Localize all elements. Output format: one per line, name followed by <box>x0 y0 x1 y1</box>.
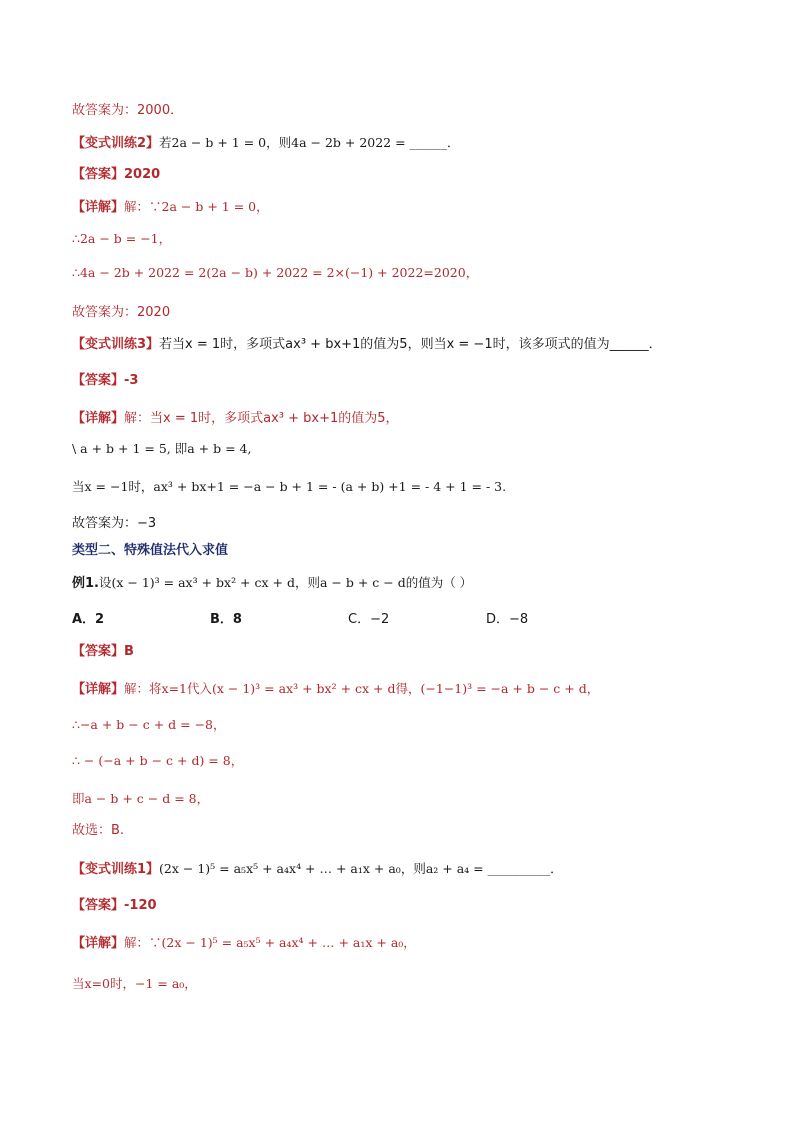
solution-step: \ a + b + 1 = 5, 即a + b = 4, <box>72 441 252 456</box>
explanation-tag: 【详解】 <box>72 936 125 951</box>
answer-tag: 【答案】 <box>72 898 125 913</box>
answer-value: 2020 <box>124 167 161 182</box>
explanation-row <box>72 410 399 428</box>
answer-row <box>72 372 138 390</box>
answer-row <box>72 897 157 915</box>
answer-tag: 【答案】 <box>72 644 125 659</box>
option-a: A．2 <box>72 612 105 627</box>
solution-step: 当x=0时，−1 = a₀， <box>72 976 197 991</box>
example-tag: 例1. <box>72 576 99 591</box>
solution-step: 当x = −1时，ax³ + bx+1 = −a − b + 1 = - (a + b) +1 = - 4 + 1 = - 3. <box>72 479 507 494</box>
exercise-tag: 【变式训练2】 <box>72 136 160 151</box>
answer-tag: 【答案】 <box>72 167 125 182</box>
answer-line: 故答案为：2000． <box>72 103 184 118</box>
answer-row <box>72 643 134 661</box>
answer-tag: 【答案】 <box>72 373 125 388</box>
solution-step: ∴−a + b − c + d = −8， <box>72 717 226 732</box>
explanation-row <box>72 198 269 217</box>
explanation-tag: 【详解】 <box>72 411 125 426</box>
solution-step: ∴4a − 2b + 2022 = 2(2a − b) + 2022 = 2×(−1) + 2022=2020， <box>72 265 479 280</box>
question-text: 设(x − 1)³ = ax³ + bx² + cx + d，则a − b + c − d的值为（ ） <box>98 575 473 590</box>
explanation-text: 解：∵2a − b + 1 = 0， <box>124 199 269 214</box>
answer-value: B <box>124 644 134 659</box>
exercise-tag: 【变式训练1】 <box>72 862 160 877</box>
answer-line: 故答案为：−3 <box>72 516 157 531</box>
question-text: 若当x = 1时，多项式ax³ + bx+1的值为5，则当x = −1时，该多项式的值为______． <box>159 337 662 352</box>
explanation-text: 解：当x = 1时，多项式ax³ + bx+1的值为5， <box>124 411 399 426</box>
exercise-question <box>72 134 460 153</box>
question-text: (2x − 1)⁵ = a₅x⁵ + a₄x⁴ + … + a₁x + a₀，则a₂ + a₄ = __________． <box>159 861 563 876</box>
exercise-question <box>72 860 563 879</box>
example-question <box>72 574 472 593</box>
answer-value: -120 <box>124 898 157 913</box>
explanation-tag: 【详解】 <box>72 200 125 215</box>
answer-row <box>72 166 160 184</box>
option-c: C．−2 <box>348 612 390 627</box>
answer-line: 故答案为：2020 <box>72 305 171 320</box>
explanation-tag: 【详解】 <box>72 682 125 697</box>
answer-line: 故选：B. <box>72 823 125 838</box>
explanation-text: 解：将x=1代入(x − 1)³ = ax³ + bx² + cx + d得，(−1−1)³ = −a + b − c + d， <box>124 681 600 696</box>
solution-step: 即a − b + c − d = 8， <box>72 791 210 806</box>
option-b: B．8 <box>210 612 242 627</box>
section-heading: 类型二、特殊值法代入求值 <box>72 543 229 558</box>
question-text: 若2a − b + 1 = 0，则4a − 2b + 2022 = ______． <box>159 135 460 150</box>
exercise-tag: 【变式训练3】 <box>72 337 160 352</box>
option-d: D．−8 <box>486 612 529 627</box>
exercise-question <box>72 336 662 354</box>
solution-step: ∴2a − b = −1， <box>72 231 172 246</box>
solution-step: ∴ − (−a + b − c + d) = 8， <box>72 753 244 768</box>
explanation-row <box>72 934 416 953</box>
explanation-text: 解：∵(2x − 1)⁵ = a₅x⁵ + a₄x⁴ + … + a₁x + a₀， <box>124 935 416 950</box>
answer-value: -3 <box>124 373 139 388</box>
explanation-row <box>72 680 599 699</box>
